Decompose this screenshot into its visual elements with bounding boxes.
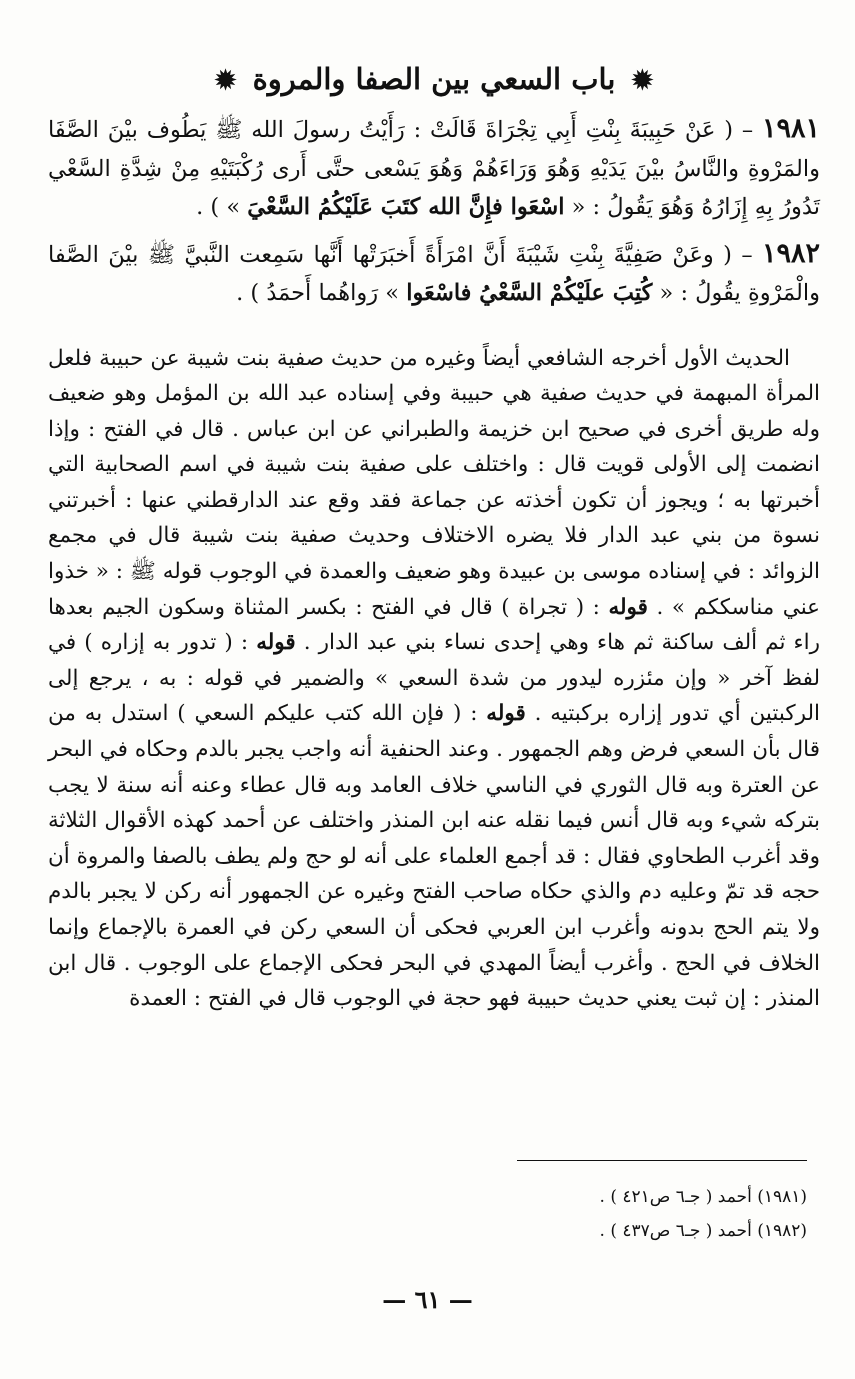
commentary-keyword: قوله xyxy=(486,701,526,727)
star-ornament-icon: ✹ xyxy=(214,66,237,96)
star-ornament-icon: ✹ xyxy=(631,66,654,96)
commentary-text: : ( تجراة ) قال في الفتح : بكسر المثناة وسكون الجيم بعدها راء ثم ألف ساكنة ثم هاء وهي إحدى نساء بني عبد الدار . xyxy=(48,594,820,656)
page-body xyxy=(48,62,820,1017)
commentary-text: الحديث الأول أخرجه الشافعي أيضاً وغيره من حديث صفية بنت شيبة عن حبيبة فلعل المرأة المبهمة في حديث صفية هي حبيبة وفي إسناده عبد الله بن المؤمل وهو ضعيف وله طريق أخرى في صحيح ابن خزيمة والطبراني عن ابن عباس . قال في الفتح : وإذا انضمت إلى الأولى قويت قال : واختلف على صفية بنت شيبة في اسم الصحابية التي أخبرتها به ؛ ويجوز أن تكون أخذته عن جماعة فقد وقع عند الدارقطني عنها : أخبرتني نسوة من بني عبد الدار فلا يضره الاختلاف وحديث صفية بنت شيبة قال في مجمع الزوائد : في إسناده موسى بن عبيدة وهو ضعيف والعمدة في الوجوب قوله ﷺ : « خذوا عني مناسككم » . xyxy=(48,345,821,620)
commentary-text: : ( فإن الله كتب عليكم السعي ) استدل به من قال بأن السعي فرض وهم الجمهور . وعند الحنفية أنه واجب يجبر بالدم وحكاه في البحر عن العترة وبه قال الثوري في الناسي خلاف العامد وبه قال عطاء وعنه أنه سنة لا يجب بتركه شيء وبه قال أنس فيما نقله عنه ابن المنذر واختلف عن أحمد كهذه الأقوال الثلاثة وقد أغرب الطحاوي فقال : قد أجمع العلماء على أنه لو حج ولم يطف بالصفا والمروة أن حجه قد تمّ وعليه دم والذي حكاه صاحب الفتح وغيره عن الجمهور أنه ركن لا يجبر بالدم ولا يتم الحج بدونه وأغرب ابن العربي فحكى أن السعي ركن في العمرة بالإجماع وإنما الخلاف في الحج . وأغرب أيضاً المهدي في البحر فحكى الإجماع على الوجوب . قال ابن المنذر : إن ثبت يعني حديث حبيبة فهو حجة في الوجوب قال في الفتح : العمدة xyxy=(48,701,820,1012)
page-number: — ٦١ — xyxy=(382,1285,473,1314)
hadith-number: ١٩٨١ xyxy=(761,113,820,144)
footnote: (١٩٨١) أحمد ( جـ٦ ص٤٢١ ) . xyxy=(599,1187,807,1207)
hadith-end: » رَواهُما أَحمَدُ ) . xyxy=(236,280,407,306)
footnote-divider xyxy=(517,1160,807,1161)
chapter-title-text: باب السعي بين الصفا والمروة xyxy=(252,62,616,96)
commentary-keyword: قوله xyxy=(256,630,296,656)
hadith-text: – ( وعَنْ صَفِيَّةَ بِنْتِ شَيْبَةَ أَنَّ امْرَأَةً أَخبَرَتْها أَنَّها سَمِعت النَّبيَّ ﷺ بيْنَ الصَّفا والْمَرْوةِ يقُولُ : « xyxy=(48,241,820,306)
chapter-title xyxy=(48,62,820,96)
hadith-quote: اسْعَوا فإِنَّ الله كتَبَ عَلَيْكُمُ السَّعْيَ xyxy=(247,194,565,220)
footnotes xyxy=(327,1180,807,1248)
hadith-end: » ) . xyxy=(196,194,248,220)
hadith-number: ١٩٨٢ xyxy=(761,237,820,269)
hadith-1981 xyxy=(48,110,820,227)
hadith-text: – ( عَنْ حَبِيبَةَ بِنْتِ أَبِي تِجْرَاةَ قَالَتْ : رَأَيْتُ رسولَ الله ﷺ يَطُوف بيْنَ الصَّفَا والمَرْوةِ والنَّاسُ بيْنَ يَدَيْهِ وَهُوَ وَرَاءَهُمْ وَهُوَ يَسْعى حتَّى أَرى رُكْبَتَيْهِ مِنْ شِدَّةِ السَّعْي تَدُورُ بِهِ إِزَارُهُ وَهُوَ يَقُولُ : « xyxy=(48,117,820,220)
hadith-quote: كُتِبَ علَيْكُمْ السَّعْيُ فاسْعَوا xyxy=(406,280,653,306)
commentary-paragraph xyxy=(48,341,820,1017)
commentary-text: : ( تدور به إزاره ) في لفظ آخر « وإن مئزره ليدور من شدة السعي » والضمير في قوله : به ، يرجع إلى الركبتين أي تدور إزاره بركبتيه . xyxy=(48,630,820,727)
commentary-keyword: قوله xyxy=(608,594,648,620)
footnote: (١٩٨٢) أحمد ( جـ٦ ص٤٣٧ ) . xyxy=(599,1221,807,1241)
hadith-1982 xyxy=(48,235,820,313)
